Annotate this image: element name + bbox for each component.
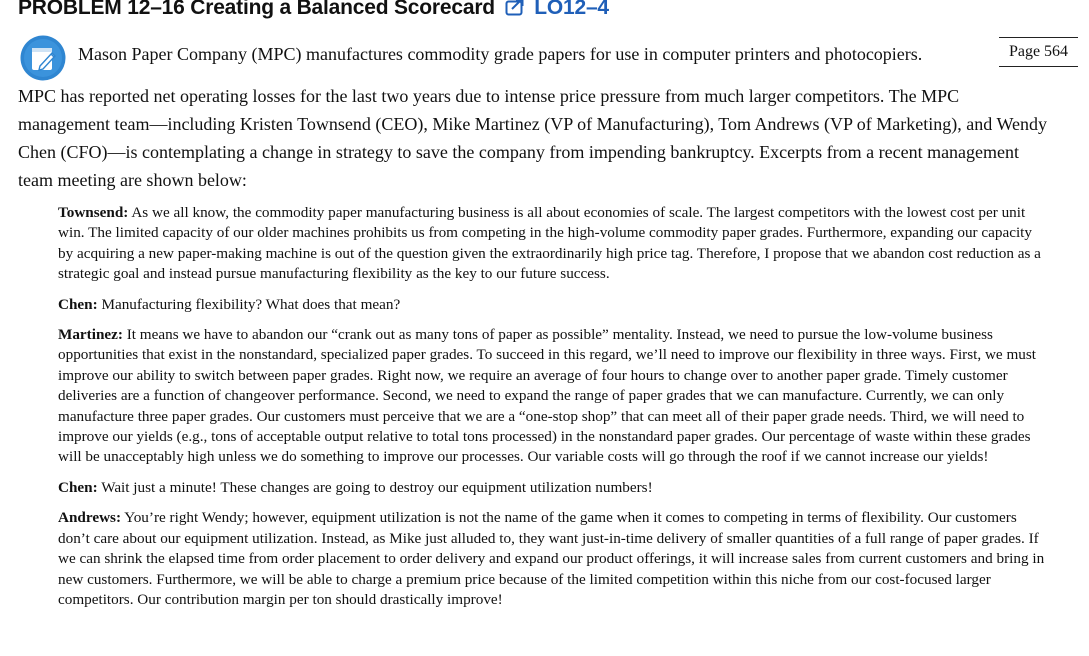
problem-header <box>18 0 609 22</box>
problem-title: PROBLEM 12–16 Creating a Balanced Scorecard <box>18 0 495 19</box>
dialogue-martinez-1 <box>58 325 1048 468</box>
dialogue-text: Manufacturing flexibility? What does that mean? <box>101 295 401 313</box>
meeting-dialogue <box>58 203 1048 620</box>
page-number-badge: Page 564 <box>999 37 1078 67</box>
dialogue-townsend-1 <box>58 203 1048 285</box>
dialogue-text: As we all know, the commodity paper manufacturing business is all about economies of scale. The largest competitors with the lowest cost per unit win. The limited capacity of our older machines prohibits us from competing in the high-volume commodity paper grades. Furthermore, expanding our capacity by acquiring a new paper-making machine is out of the question given the extraordinarily high price tag. Therefore, I propose that we abandon cost reduction as a strategic goal and instead pursue manufacturing flexibility as the key to our future success. <box>58 204 1041 283</box>
learning-objective-link[interactable]: LO12–4 <box>534 0 609 19</box>
speaker-name: Andrews: <box>58 509 122 527</box>
speaker-name: Martinez: <box>58 326 123 344</box>
speaker-name: Townsend: <box>58 204 129 221</box>
speaker-name: Chen: <box>58 295 98 313</box>
dialogue-text: You’re right Wendy; however, equipment utilization is not the name of the game when it comes to competing in terms of flexibility. Our customers don’t care about our equipment utilization. Instead, as Mike just alluded to, they want just-in-time delivery of smaller quantities of a full range of paper grades. If we can shrink the elapsed time from order placement to order delivery and expand our product offerings, it will increase sales from current customers and bring in new customers. Furthermore, we will be able to charge a premium price because of the limited competition within this niche from our cost-focused larger competitors. Our contribution margin per ton should drastically improve! <box>58 509 1045 608</box>
dialogue-andrews-1 <box>58 508 1048 610</box>
dialogue-chen-2 <box>58 478 1048 498</box>
intro-first-line: Mason Paper Company (MPC) manufactures commodity grade papers for use in computer printers and photocopiers. <box>78 44 923 64</box>
external-link-icon[interactable] <box>505 0 525 22</box>
dialogue-text: It means we have to abandon our “crank out as many tons of paper as possible” mentality. Instead, we need to pursue the low-volume business opportunities that exist in the nonstandard, specialized paper grades. To succeed in this regard, we’ll need to improve our flexibility in three ways. First, we must improve our ability to switch between paper grades. Right now, we require an average of four hours to change over to another paper grade. Timely customer deliveries are a function of changeover performance. Second, we need to expand the range of paper grades that we can manufacture. Currently, we can only manufacture three paper grades. Our customers must perceive that we are a “one-stop shop” that can meet all of their paper grade needs. Third, we will need to improve our yields (e.g., tons of acceptable output relative to total tons processed) in the nonstandard paper grades. Our percentage of waste within these grades will be unacceptably high unless we do something to improve our processes. Our variable costs will go through the roof if we cannot increase our yields! <box>58 326 1036 466</box>
intro-paragraph: MPC has reported net operating losses for the last two years due to intense price pressure from much larger competitors. The MPC management team—including Kristen Townsend (CEO), Mike Martinez (VP of Manufacturing), Tom Andrews (VP of Marketing), and Wendy Chen (CFO)—is contemplating a change in strategy to save the company from impending bankruptcy. Excerpts from a recent management team meeting are shown below: <box>18 86 1047 190</box>
dialogue-chen-1 <box>58 295 1048 315</box>
speaker-name: Chen: <box>58 478 98 496</box>
notepad-pencil-icon <box>20 35 66 81</box>
dialogue-text: Wait just a minute! These changes are going to destroy our equipment utilization numbers! <box>101 478 653 496</box>
